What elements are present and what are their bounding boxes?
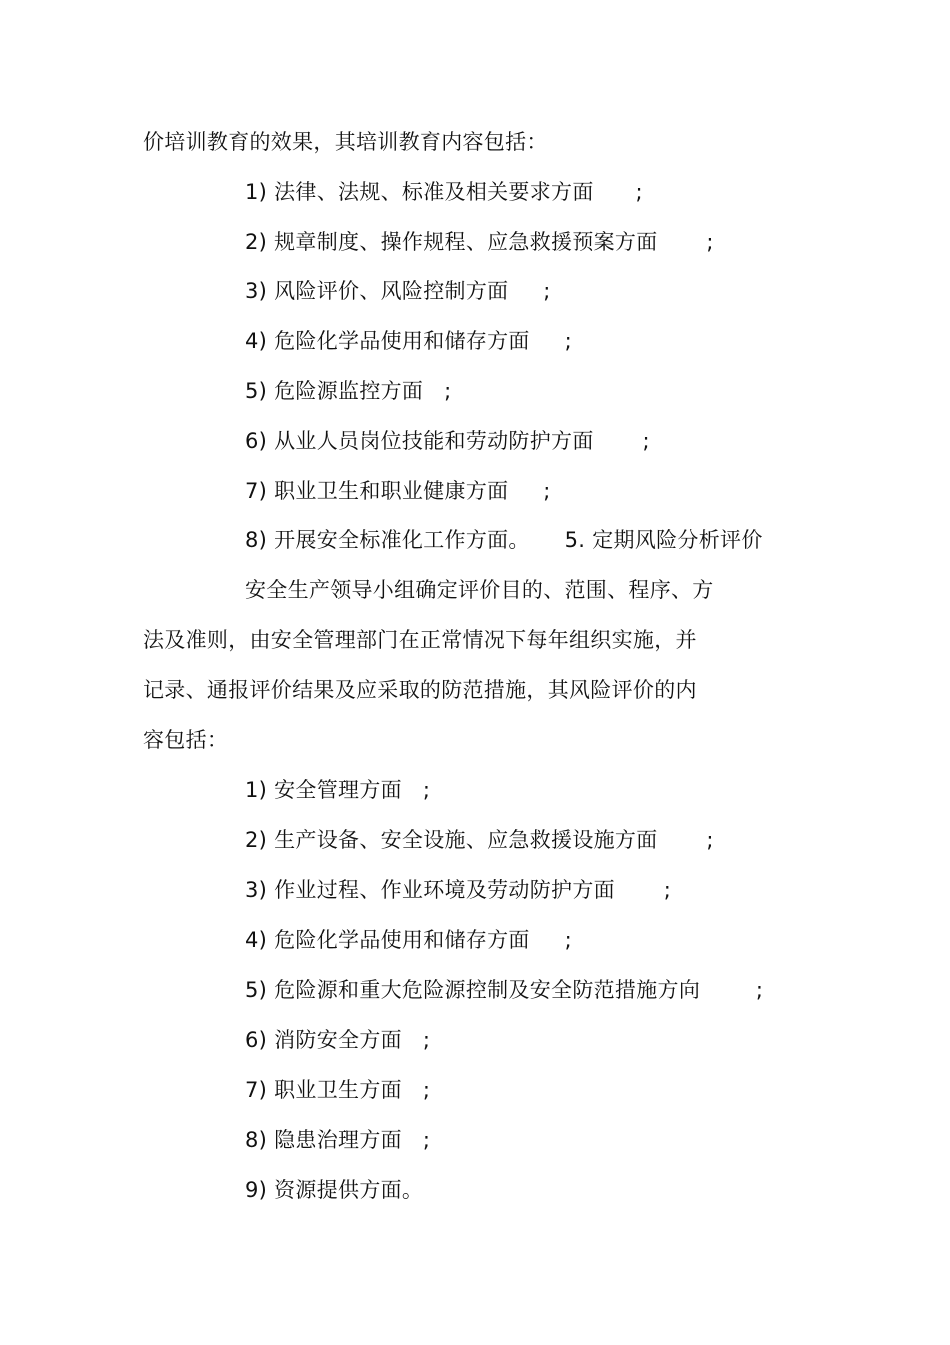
list-item: 2) 生产设备、安全设施、应急救援设施方面 ; xyxy=(245,828,714,852)
list-item: 2) 规章制度、操作规程、应急救援预案方面 ; xyxy=(245,230,714,254)
list-item: 1) 安全管理方面 ; xyxy=(245,778,431,802)
list-item: 4) 危险化学品使用和储存方面 ; xyxy=(245,928,572,952)
list-item: 6) 从业人员岗位技能和劳动防护方面 ; xyxy=(245,429,650,453)
list-item: 7) 职业卫生和职业健康方面 ; xyxy=(245,479,551,503)
list-item: 3) 风险评价、风险控制方面 ; xyxy=(245,279,551,303)
list-item: 9) 资源提供方面。 xyxy=(245,1178,424,1202)
list-item: 5) 危险源和重大危险源控制及安全防范措施方向 ; xyxy=(245,978,764,1002)
list-item: 8) 开展安全标准化工作方面。 5. 定期风险分析评价 xyxy=(245,528,763,552)
paragraph-line: 法及准则，由安全管理部门在正常情况下每年组织实施，并 xyxy=(143,628,697,652)
list-item: 7) 职业卫生方面 ; xyxy=(245,1078,431,1102)
list-item: 3) 作业过程、作业环境及劳动防护方面 ; xyxy=(245,878,672,902)
list-item: 4) 危险化学品使用和储存方面 ; xyxy=(245,329,572,353)
list-item: 8) 隐患治理方面 ; xyxy=(245,1128,431,1152)
paragraph-line: 安全生产领导小组确定评价目的、范围、程序、方 xyxy=(245,578,714,602)
list-item: 1) 法律、法规、标准及相关要求方面 ; xyxy=(245,180,643,204)
list-item: 5) 危险源监控方面 ; xyxy=(245,379,452,403)
paragraph-line: 容包括： xyxy=(143,728,229,752)
paragraph-line: 价培训教育的效果，其培训教育内容包括： xyxy=(143,130,548,154)
paragraph-line: 记录、通报评价结果及应采取的防范措施，其风险评价的内 xyxy=(143,678,697,702)
list-item: 6) 消防安全方面 ; xyxy=(245,1028,431,1052)
